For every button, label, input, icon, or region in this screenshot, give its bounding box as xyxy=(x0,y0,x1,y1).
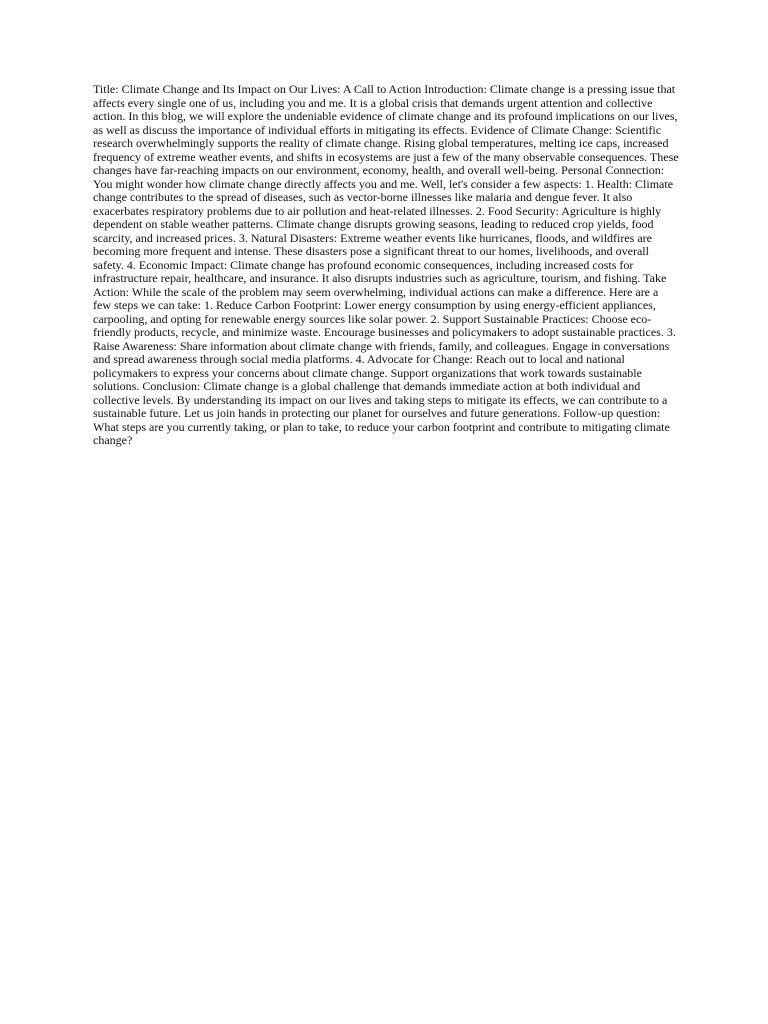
document-body-text: Title: Climate Change and Its Impact on Our Lives: A Call to Action Introduction: Climate change is a pressing issue that affects every single one of us, including you and me. It is a global crisis that demands urgent attention and collective action. In this blog, we will explore the undeniable evidence of climate change and its profound implications on our lives, as well as discuss the importance of individual efforts in mitigating its effects. Evidence of Climate Change: Scientific research overwhelmingly supports the reality of climate change. Rising global temperatures, melting ice caps, increased frequency of extreme weather events, and shifts in ecosystems are just a few of the many observable consequences. These changes have far-reaching impacts on our environment, economy, health, and overall well-being. Personal Connection: You might wonder how climate change directly affects you and me. Well, let's consider a few aspects: 1. Health: Climate change contributes to the spread of diseases, such as vector-borne illnesses like malaria and dengue fever. It also exacerbates respiratory problems due to air pollution and heat-related illnesses. 2. Food Security: Agriculture is highly dependent on stable weather patterns. Climate change disrupts growing seasons, leading to reduced crop yields, food scarcity, and increased prices. 3. Natural Disasters: Extreme weather events like hurricanes, floods, and wildfires are becoming more frequent and intense. These disasters pose a significant threat to our homes, livelihoods, and overall safety. 4. Economic Impact: Climate change has profound economic consequences, including increased costs for infrastructure repair, healthcare, and insurance. It also disrupts industries such as agriculture, tourism, and fishing. Take Action: While the scale of the problem may seem overwhelming, individual actions can make a difference. Here are a few steps we can take: 1. Reduce Carbon Footprint: Lower energy consumption by using energy-efficient appliances, carpooling, and opting for renewable energy sources like solar power. 2. Support Sustainable Practices: Choose eco-friendly products, recycle, and minimize waste. Encourage businesses and policymakers to adopt sustainable practices. 3. Raise Awareness: Share information about climate change with friends, family, and colleagues. Engage in conversations and spread awareness through social media platforms. 4. Advocate for Change: Reach out to local and national policymakers to express your concerns about climate change. Support organizations that work towards sustainable solutions. Conclusion: Climate change is a global challenge that demands immediate action at both individual and collective levels. By understanding its impact on our lives and taking steps to mitigate its effects, we can contribute to a sustainable future. Let us join hands in protecting our planet for ourselves and future generations. Follow-up question: What steps are you currently taking, or plan to take, to reduce your carbon footprint and contribute to mitigating climate change? xyxy=(93,82,679,447)
